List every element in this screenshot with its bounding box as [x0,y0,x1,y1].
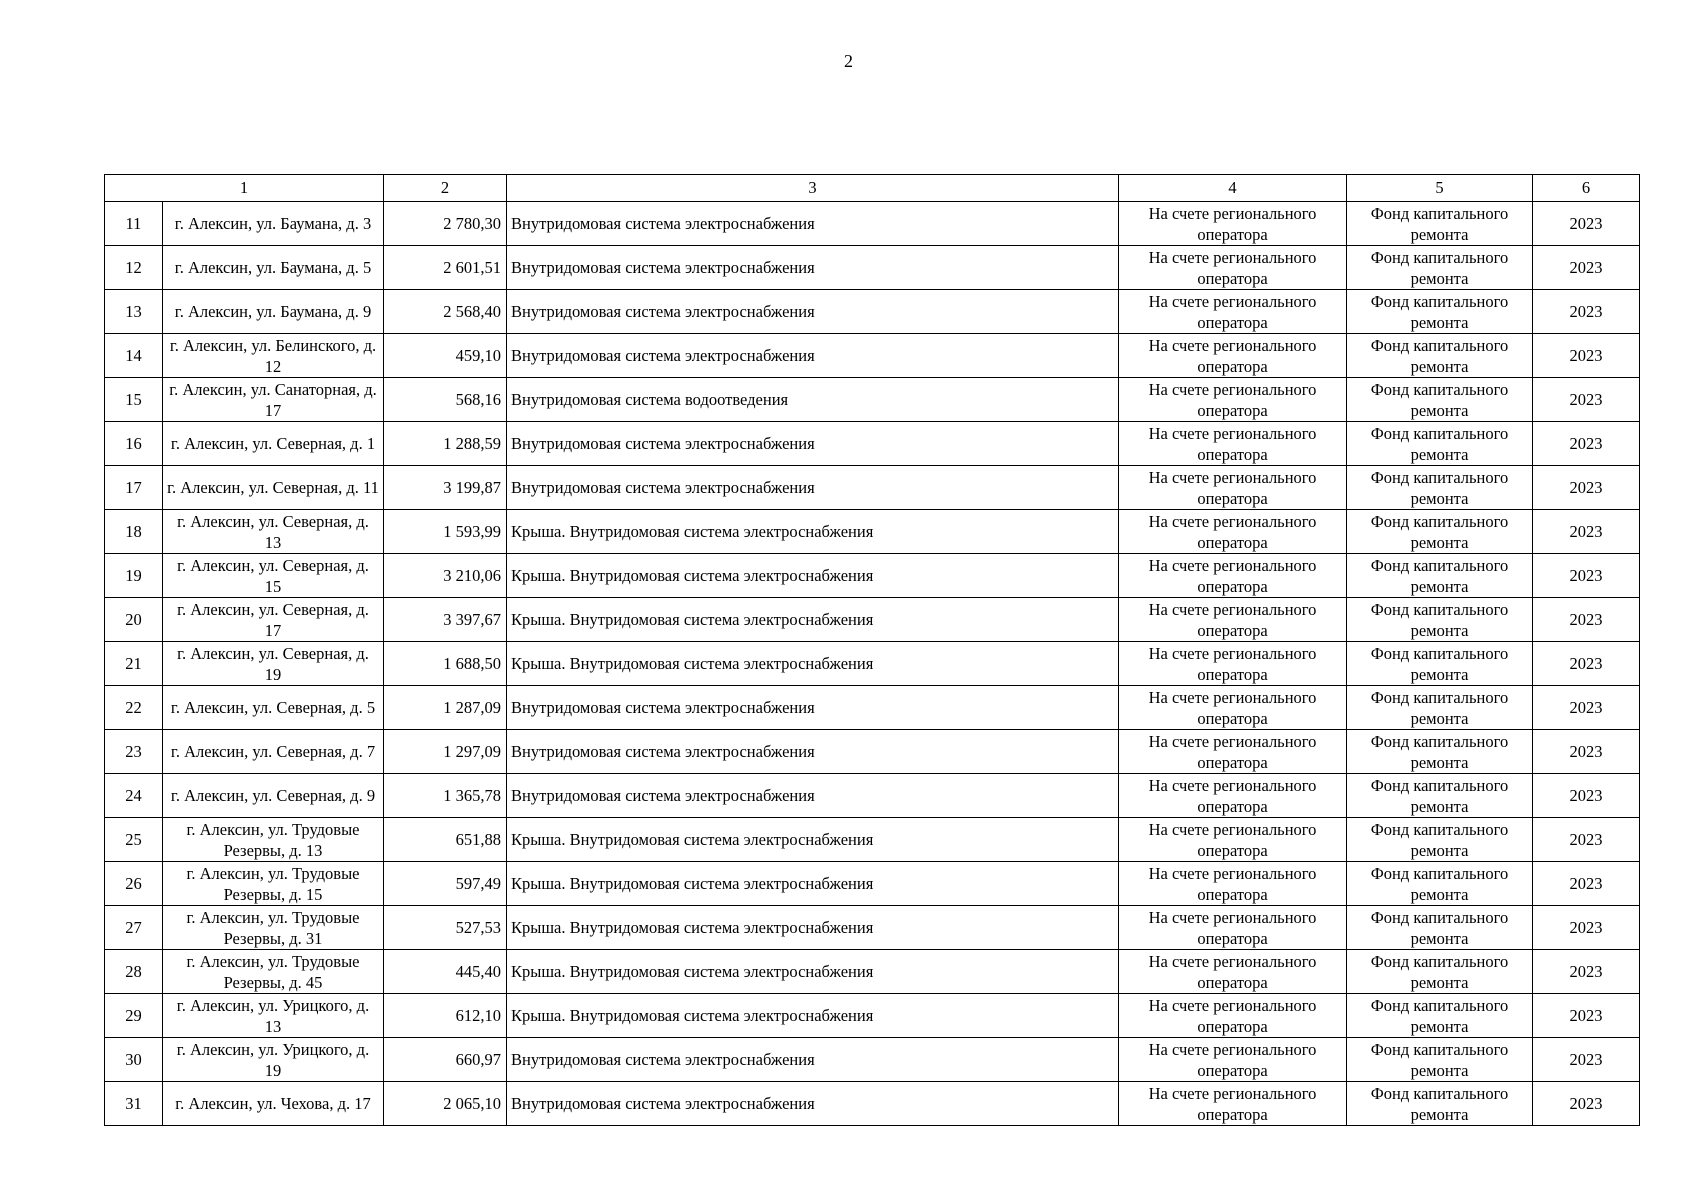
address-cell: г. Алексин, ул. Урицкого, д. 13 [163,994,384,1038]
fund-method-cell: На счете регионального оператора [1119,598,1347,642]
area-cell: 1 688,50 [384,642,507,686]
table-row [105,466,1640,510]
row-number: 11 [105,202,163,246]
row-number: 22 [105,686,163,730]
work-type-cell: Крыша. Внутридомовая система электроснабжения [507,642,1119,686]
area-cell: 1 288,59 [384,422,507,466]
area-cell: 527,53 [384,906,507,950]
table-header [105,175,1640,202]
page-number: 2 [844,51,853,71]
fund-method-cell: На счете регионального оператора [1119,334,1347,378]
fund-method-cell: На счете регионального оператора [1119,818,1347,862]
work-type-cell: Внутридомовая система электроснабжения [507,202,1119,246]
table-row [105,422,1640,466]
row-number: 30 [105,1038,163,1082]
area-cell: 568,16 [384,378,507,422]
year-cell: 2023 [1533,510,1640,554]
area-cell: 1 365,78 [384,774,507,818]
area-cell: 445,40 [384,950,507,994]
table-row [105,1038,1640,1082]
table-row [105,642,1640,686]
table-row [105,598,1640,642]
fund-method-cell: На счете регионального оператора [1119,554,1347,598]
address-cell: г. Алексин, ул. Баумана, д. 5 [163,246,384,290]
header-col-1: 1 [105,175,384,202]
funding-source-cell: Фонд капитального ремонта [1347,246,1533,290]
work-type-cell: Крыша. Внутридомовая система электроснабжения [507,862,1119,906]
year-cell: 2023 [1533,862,1640,906]
funding-source-cell: Фонд капитального ремонта [1347,862,1533,906]
funding-source-cell: Фонд капитального ремонта [1347,510,1533,554]
work-type-cell: Крыша. Внутридомовая система электроснабжения [507,994,1119,1038]
fund-method-cell: На счете регионального оператора [1119,466,1347,510]
row-number: 25 [105,818,163,862]
address-cell: г. Алексин, ул. Северная, д. 17 [163,598,384,642]
area-cell: 3 199,87 [384,466,507,510]
row-number: 18 [105,510,163,554]
address-cell: г. Алексин, ул. Северная, д. 13 [163,510,384,554]
work-type-cell: Крыша. Внутридомовая система электроснабжения [507,554,1119,598]
funding-source-cell: Фонд капитального ремонта [1347,378,1533,422]
area-cell: 660,97 [384,1038,507,1082]
table-row [105,290,1640,334]
table-row [105,246,1640,290]
year-cell: 2023 [1533,554,1640,598]
work-type-cell: Внутридомовая система электроснабжения [507,1082,1119,1126]
funding-source-cell: Фонд капитального ремонта [1347,202,1533,246]
header-col-6: 6 [1533,175,1640,202]
table-row [105,554,1640,598]
funding-source-cell: Фонд капитального ремонта [1347,686,1533,730]
address-cell: г. Алексин, ул. Урицкого, д. 19 [163,1038,384,1082]
work-type-cell: Внутридомовая система водоотведения [507,378,1119,422]
funding-source-cell: Фонд капитального ремонта [1347,290,1533,334]
address-cell: г. Алексин, ул. Северная, д. 1 [163,422,384,466]
table-row [105,334,1640,378]
table-row [105,906,1640,950]
table-row [105,862,1640,906]
funding-source-cell: Фонд капитального ремонта [1347,906,1533,950]
work-type-cell: Крыша. Внутридомовая система электроснабжения [507,598,1119,642]
funding-source-cell: Фонд капитального ремонта [1347,1038,1533,1082]
address-cell: г. Алексин, ул. Трудовые Резервы, д. 31 [163,906,384,950]
registry-table [104,174,1640,1126]
row-number: 21 [105,642,163,686]
row-number: 20 [105,598,163,642]
funding-source-cell: Фонд капитального ремонта [1347,1082,1533,1126]
row-number: 24 [105,774,163,818]
funding-source-cell: Фонд капитального ремонта [1347,554,1533,598]
year-cell: 2023 [1533,730,1640,774]
work-type-cell: Внутридомовая система электроснабжения [507,466,1119,510]
table-row [105,686,1640,730]
address-cell: г. Алексин, ул. Северная, д. 9 [163,774,384,818]
year-cell: 2023 [1533,202,1640,246]
fund-method-cell: На счете регионального оператора [1119,730,1347,774]
work-type-cell: Внутридомовая система электроснабжения [507,422,1119,466]
fund-method-cell: На счете регионального оператора [1119,246,1347,290]
area-cell: 651,88 [384,818,507,862]
work-type-cell: Внутридомовая система электроснабжения [507,290,1119,334]
year-cell: 2023 [1533,774,1640,818]
address-cell: г. Алексин, ул. Трудовые Резервы, д. 45 [163,950,384,994]
funding-source-cell: Фонд капитального ремонта [1347,994,1533,1038]
fund-method-cell: На счете регионального оператора [1119,642,1347,686]
work-type-cell: Внутридомовая система электроснабжения [507,246,1119,290]
funding-source-cell: Фонд капитального ремонта [1347,730,1533,774]
row-number: 19 [105,554,163,598]
fund-method-cell: На счете регионального оператора [1119,1082,1347,1126]
area-cell: 1 593,99 [384,510,507,554]
funding-source-cell: Фонд капитального ремонта [1347,466,1533,510]
area-cell: 3 210,06 [384,554,507,598]
funding-source-cell: Фонд капитального ремонта [1347,774,1533,818]
year-cell: 2023 [1533,598,1640,642]
table-body [105,202,1640,1126]
work-type-cell: Внутридомовая система электроснабжения [507,774,1119,818]
fund-method-cell: На счете регионального оператора [1119,862,1347,906]
year-cell: 2023 [1533,1082,1640,1126]
address-cell: г. Алексин, ул. Северная, д. 5 [163,686,384,730]
table-row [105,950,1640,994]
table-row [105,994,1640,1038]
fund-method-cell: На счете регионального оператора [1119,290,1347,334]
funding-source-cell: Фонд капитального ремонта [1347,598,1533,642]
area-cell: 597,49 [384,862,507,906]
year-cell: 2023 [1533,686,1640,730]
address-cell: г. Алексин, ул. Северная, д. 15 [163,554,384,598]
row-number: 29 [105,994,163,1038]
row-number: 15 [105,378,163,422]
year-cell: 2023 [1533,422,1640,466]
fund-method-cell: На счете регионального оператора [1119,1038,1347,1082]
address-cell: г. Алексин, ул. Трудовые Резервы, д. 15 [163,862,384,906]
address-cell: г. Алексин, ул. Северная, д. 19 [163,642,384,686]
row-number: 16 [105,422,163,466]
header-col-2: 2 [384,175,507,202]
year-cell: 2023 [1533,906,1640,950]
address-cell: г. Алексин, ул. Северная, д. 7 [163,730,384,774]
year-cell: 2023 [1533,378,1640,422]
year-cell: 2023 [1533,642,1640,686]
fund-method-cell: На счете регионального оператора [1119,950,1347,994]
funding-source-cell: Фонд капитального ремонта [1347,334,1533,378]
funding-source-cell: Фонд капитального ремонта [1347,950,1533,994]
address-cell: г. Алексин, ул. Чехова, д. 17 [163,1082,384,1126]
year-cell: 2023 [1533,466,1640,510]
area-cell: 2 065,10 [384,1082,507,1126]
area-cell: 2 780,30 [384,202,507,246]
year-cell: 2023 [1533,246,1640,290]
fund-method-cell: На счете регионального оператора [1119,202,1347,246]
address-cell: г. Алексин, ул. Баумана, д. 3 [163,202,384,246]
row-number: 28 [105,950,163,994]
address-cell: г. Алексин, ул. Белинского, д. 12 [163,334,384,378]
row-number: 12 [105,246,163,290]
work-type-cell: Крыша. Внутридомовая система электроснабжения [507,818,1119,862]
work-type-cell: Внутридомовая система электроснабжения [507,1038,1119,1082]
address-cell: г. Алексин, ул. Санаторная, д. 17 [163,378,384,422]
area-cell: 1 287,09 [384,686,507,730]
year-cell: 2023 [1533,818,1640,862]
area-cell: 3 397,67 [384,598,507,642]
header-col-3: 3 [507,175,1119,202]
row-number: 27 [105,906,163,950]
fund-method-cell: На счете регионального оператора [1119,422,1347,466]
work-type-cell: Внутридомовая система электроснабжения [507,686,1119,730]
row-number: 26 [105,862,163,906]
address-cell: г. Алексин, ул. Трудовые Резервы, д. 13 [163,818,384,862]
row-number: 23 [105,730,163,774]
fund-method-cell: На счете регионального оператора [1119,906,1347,950]
table-row [105,202,1640,246]
work-type-cell: Крыша. Внутридомовая система электроснабжения [507,510,1119,554]
year-cell: 2023 [1533,950,1640,994]
table-row [105,1082,1640,1126]
header-col-4: 4 [1119,175,1347,202]
fund-method-cell: На счете регионального оператора [1119,774,1347,818]
area-cell: 612,10 [384,994,507,1038]
row-number: 13 [105,290,163,334]
row-number: 14 [105,334,163,378]
year-cell: 2023 [1533,1038,1640,1082]
year-cell: 2023 [1533,994,1640,1038]
fund-method-cell: На счете регионального оператора [1119,686,1347,730]
work-type-cell: Внутридомовая система электроснабжения [507,730,1119,774]
address-cell: г. Алексин, ул. Северная, д. 11 [163,466,384,510]
funding-source-cell: Фонд капитального ремонта [1347,818,1533,862]
fund-method-cell: На счете регионального оператора [1119,378,1347,422]
fund-method-cell: На счете регионального оператора [1119,510,1347,554]
work-type-cell: Крыша. Внутридомовая система электроснабжения [507,906,1119,950]
table-row [105,510,1640,554]
work-type-cell: Внутридомовая система электроснабжения [507,334,1119,378]
year-cell: 2023 [1533,290,1640,334]
table-row [105,378,1640,422]
area-cell: 2 568,40 [384,290,507,334]
header-col-5: 5 [1347,175,1533,202]
area-cell: 459,10 [384,334,507,378]
address-cell: г. Алексин, ул. Баумана, д. 9 [163,290,384,334]
year-cell: 2023 [1533,334,1640,378]
area-cell: 1 297,09 [384,730,507,774]
work-type-cell: Крыша. Внутридомовая система электроснабжения [507,950,1119,994]
area-cell: 2 601,51 [384,246,507,290]
row-number: 31 [105,1082,163,1126]
header-row [105,175,1640,202]
funding-source-cell: Фонд капитального ремонта [1347,422,1533,466]
fund-method-cell: На счете регионального оператора [1119,994,1347,1038]
table-row [105,818,1640,862]
table-row [105,730,1640,774]
funding-source-cell: Фонд капитального ремонта [1347,642,1533,686]
row-number: 17 [105,466,163,510]
table-row [105,774,1640,818]
